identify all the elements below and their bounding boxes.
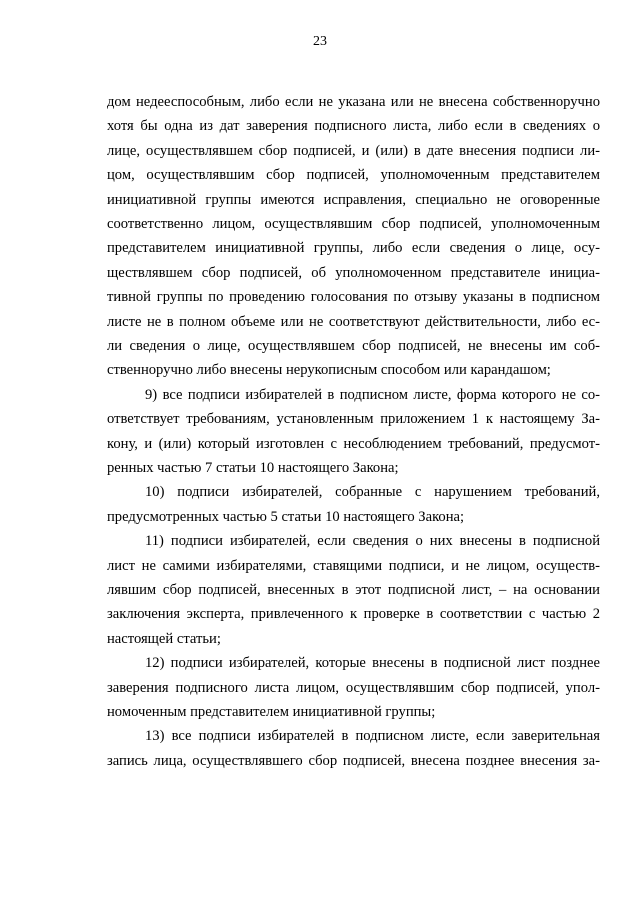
text-line: листе не в полном объеме или не соответствуют действительности, либо ес-	[107, 314, 600, 330]
text-line: 11) подписи избирателей, если сведения о них внесены в подписной	[145, 533, 600, 549]
text-line: 10) подписи избирателей, собранные с нарушением требований,	[145, 484, 600, 500]
text-line: лист не самими избирателями, ставящими подписи, и не лицом, осуществ-	[107, 558, 600, 574]
text-line: лявшим сбор подписей, внесенных в этот подписной лист, – на основании	[107, 582, 600, 598]
text-line: ренных частью 7 статьи 10 настоящего Закона;	[107, 460, 399, 476]
text-line: цом, осуществлявшим сбор подписей, уполномоченным представителем	[107, 167, 600, 183]
text-line: хотя бы одна из дат заверения подписного листа, либо если в сведениях о	[107, 118, 600, 134]
text-line: заверения подписного листа лицом, осуществлявшим сбор подписей, упол-	[107, 680, 600, 696]
text-line: ственноручно либо внесены нерукописным способом или карандашом;	[107, 362, 551, 378]
text-line: соответственно лицом, осуществлявшим сбор подписей, уполномоченным	[107, 216, 600, 232]
text-line: заключения эксперта, привлеченного к проверке в соответствии с частью 2	[107, 606, 600, 622]
text-line: настоящей статьи;	[107, 631, 221, 647]
text-line: ответствует требованиям, установленным приложением 1 к настоящему За-	[107, 411, 600, 427]
text-line: ли сведения о лице, осуществлявшем сбор подписей, не внесены им соб-	[107, 338, 600, 354]
text-line: тивной группы по проведению голосования по отзыву указаны в подписном	[107, 289, 600, 305]
text-line: ществлявшем сбор подписей, об уполномоченном представителе инициа-	[107, 265, 600, 281]
text-line: 9) все подписи избирателей в подписном листе, форма которого не со-	[145, 387, 600, 403]
text-line: дом недееспособным, либо если не указана или не внесена собственноручно	[107, 94, 600, 110]
text-line: представителем инициативной группы, либо если сведения о лице, осу-	[107, 240, 600, 256]
text-line: предусмотренных частью 5 статьи 10 настоящего Закона;	[107, 509, 465, 525]
text-line: лице, осуществлявшем сбор подписей, и (или) в дате внесения подписи ли-	[107, 143, 600, 159]
page-number: 23	[313, 34, 327, 49]
text-line: 12) подписи избирателей, которые внесены в подписной лист позднее	[145, 655, 600, 671]
text-line: кону, и (или) который изготовлен с несоблюдением требований, предусмот-	[107, 436, 600, 452]
text-line: 13) все подписи избирателей в подписном листе, если заверительная	[145, 728, 600, 744]
text-line: инициативной группы имеются исправления, специально не оговоренные	[107, 192, 600, 208]
text-line: номоченным представителем инициативной группы;	[107, 704, 436, 720]
text-line: запись лица, осуществлявшего сбор подписей, внесена позднее внесения за-	[107, 753, 600, 769]
